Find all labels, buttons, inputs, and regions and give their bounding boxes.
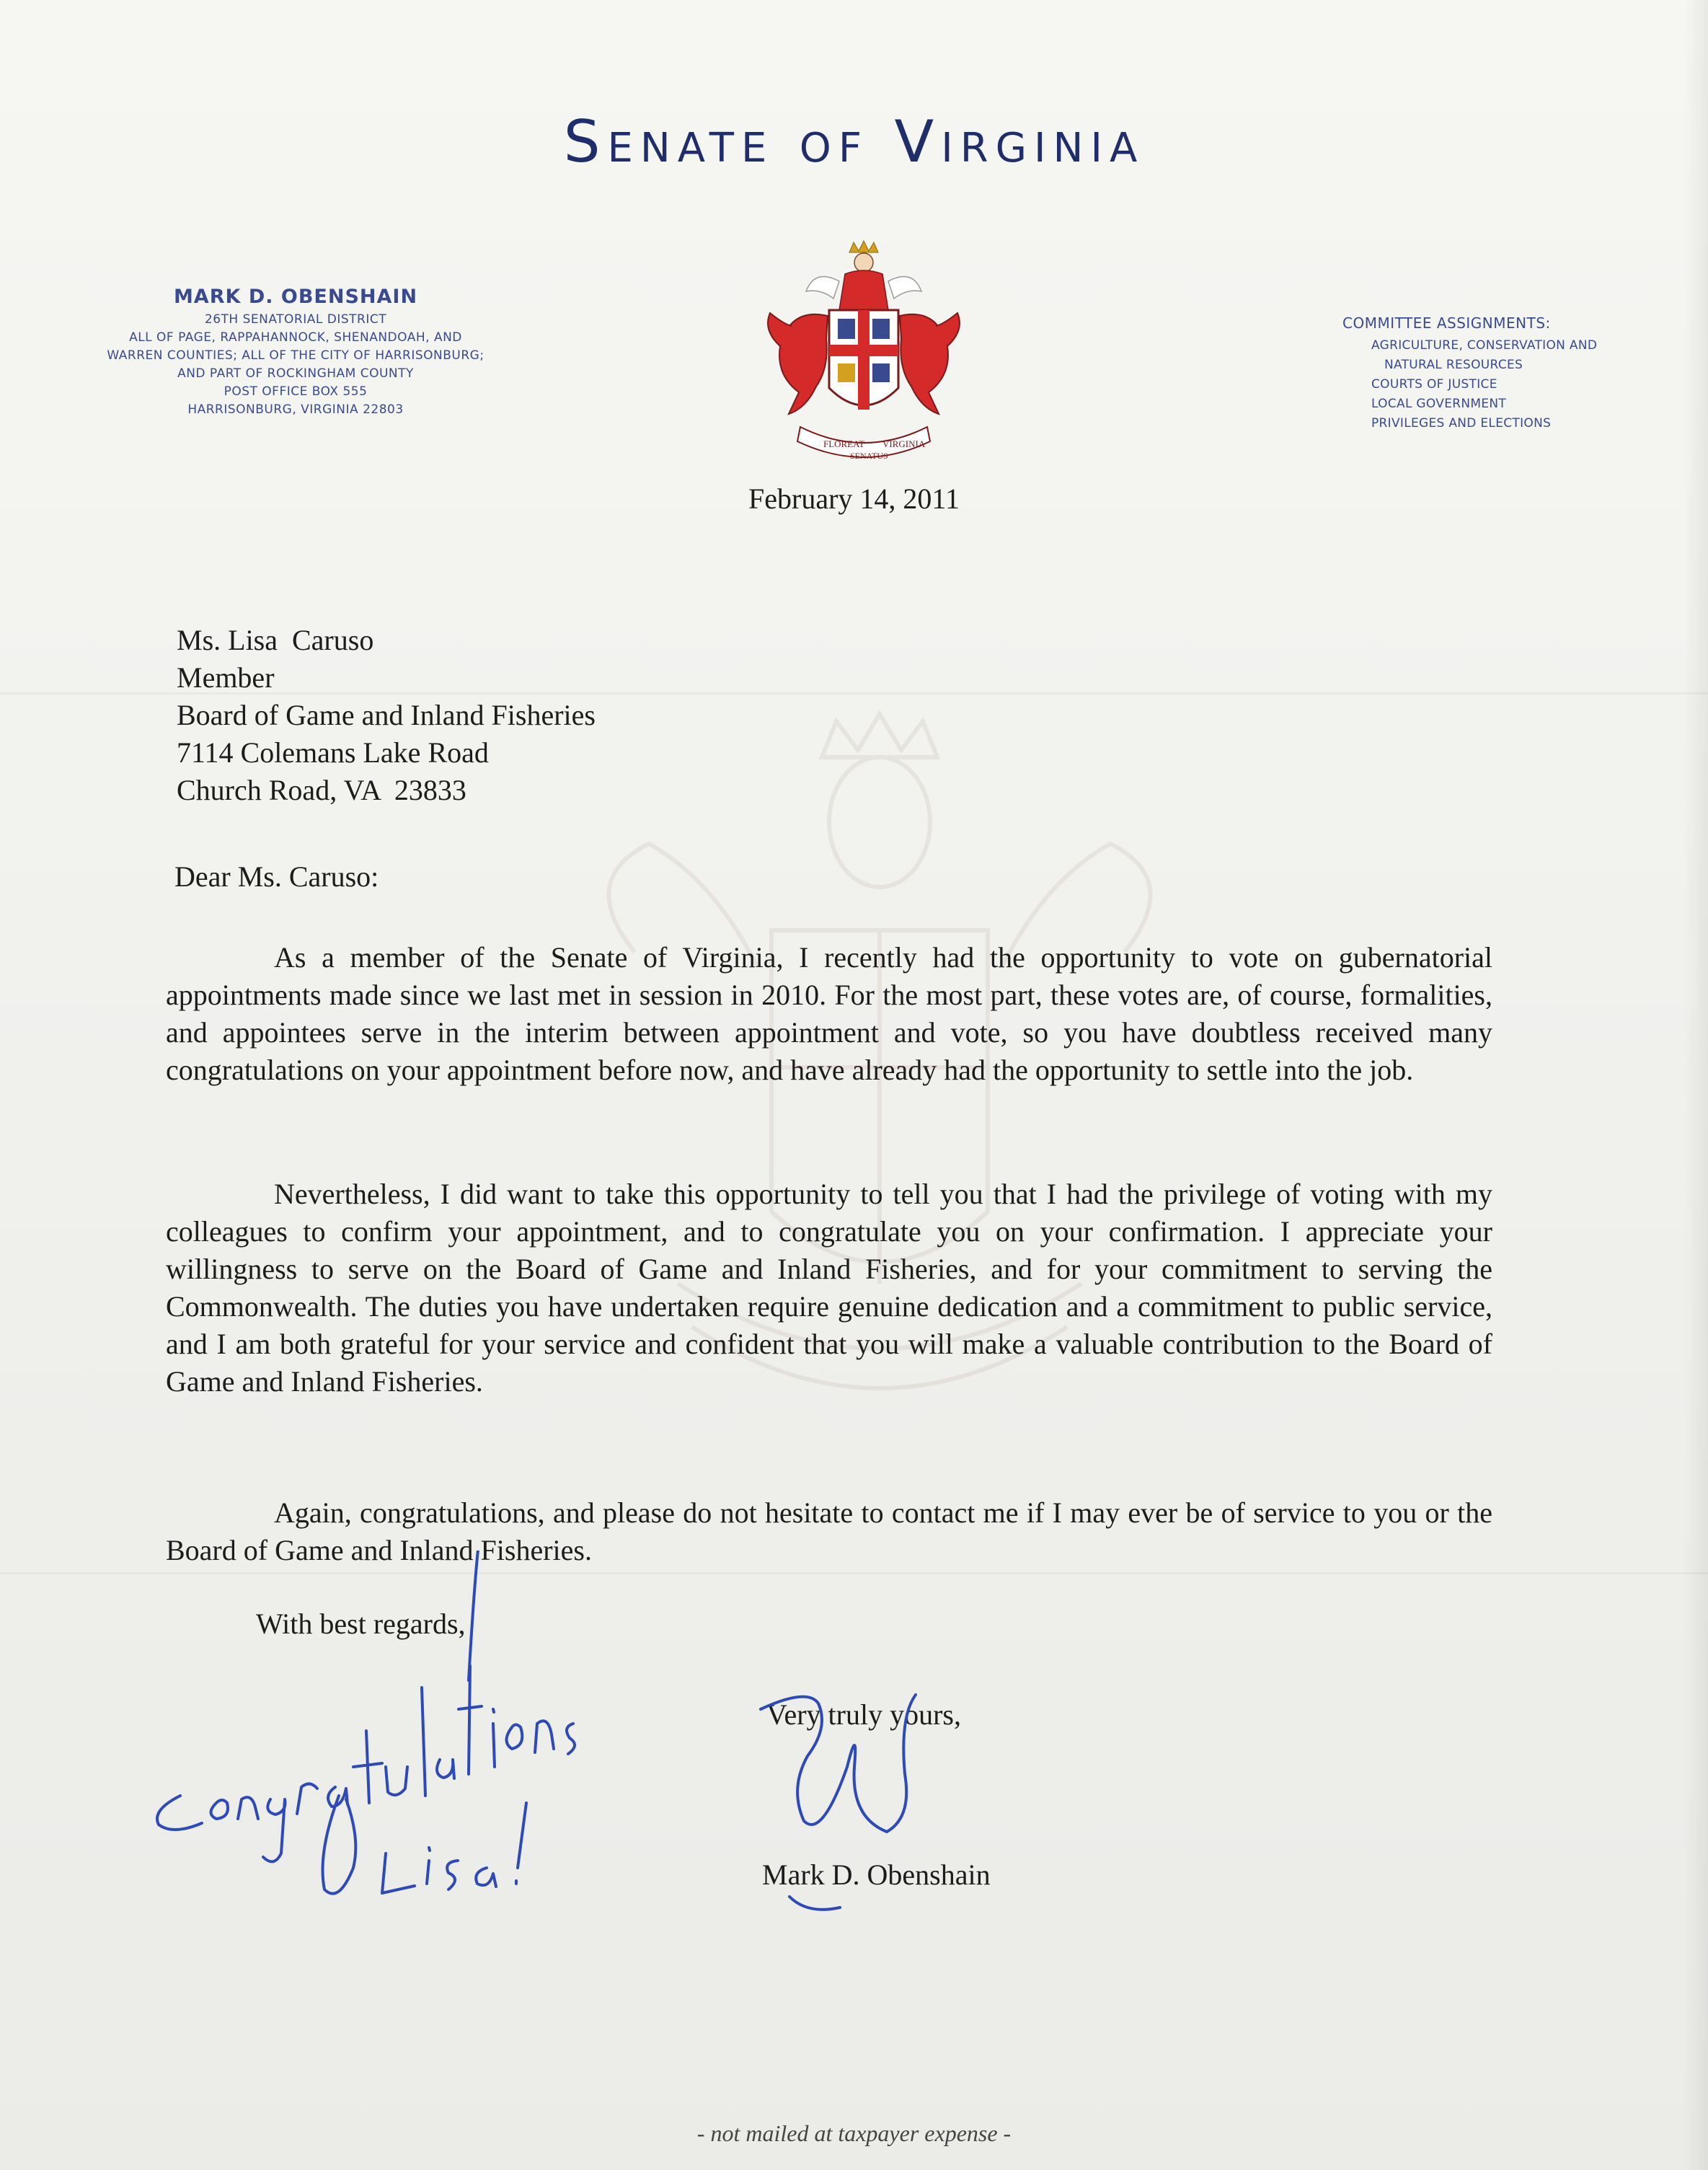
recipient-address bbox=[177, 622, 596, 809]
body-paragraph: Nevertheless, I did want to take this opportunity to tell you that I had the privilege of voting with my colleagues to confirm your appointment, and to congratulate you on your confirmation. I appreciate your willingness to serve on the Board of Game and Inland Fisheries, and for your commitment to serving the Commonwealth. The duties you have undertaken require genuine dedication and a commitment to public service, and I am both grateful for your service and confident that you will make a valuable contribution to the Board of Game and Inland Fisheries. bbox=[166, 1178, 1492, 1398]
seal-motto-2: SENATUS bbox=[850, 451, 888, 461]
sender-block bbox=[58, 286, 534, 419]
recipient-organization: Board of Game and Inland Fisheries bbox=[177, 699, 596, 731]
body-paragraph: Again, congratulations, and please do not hesitate to contact me if I may ever be of service to you or the Board of Game and Inland Fisheries. bbox=[166, 1496, 1492, 1566]
seal-motto-1: FLOREAT bbox=[823, 438, 865, 449]
senate-seal-logo bbox=[748, 238, 979, 469]
handwritten-note-and-signature bbox=[137, 1551, 1002, 1926]
committee-item: NATURAL RESOURCES bbox=[1384, 358, 1523, 372]
committee-item: COURTS OF JUSTICE bbox=[1371, 377, 1497, 392]
seal-motto-3: VIRGINIA bbox=[882, 438, 926, 449]
recipient-name: Ms. Lisa Caruso bbox=[177, 624, 374, 656]
committee-item: PRIVILEGES AND ELECTIONS bbox=[1371, 416, 1552, 431]
sender-po-box: POST OFFICE BOX 555 bbox=[224, 384, 368, 399]
sender-counties-1: ALL OF PAGE, RAPPAHANNOCK, SHENANDOAH, AND bbox=[129, 330, 462, 345]
closing-right: Very truly yours, bbox=[766, 1698, 961, 1731]
committee-item: LOCAL GOVERNMENT bbox=[1371, 397, 1507, 411]
committee-assignments bbox=[1342, 314, 1652, 433]
footer-notice: - not mailed at taxpayer expense - bbox=[696, 2120, 1012, 2146]
recipient-street: 7114 Colemans Lake Road bbox=[177, 736, 489, 769]
committee-heading: COMMITTEE ASSIGNMENTS: bbox=[1342, 314, 1551, 332]
page-edge-shadow bbox=[1683, 0, 1708, 2170]
sender-counties-2: WARREN COUNTIES; ALL OF THE CITY OF HARRISONBURG; bbox=[107, 348, 484, 363]
signature-name: Mark D. Obenshain bbox=[762, 1858, 991, 1891]
letterhead-title: Senate of Virginia bbox=[563, 108, 1145, 175]
recipient-title: Member bbox=[177, 661, 275, 694]
committee-item: AGRICULTURE, CONSERVATION AND bbox=[1371, 338, 1598, 353]
seal-watermark bbox=[548, 692, 1211, 1543]
salutation: Dear Ms. Caruso: bbox=[174, 860, 379, 893]
sender-district: 26TH SENATORIAL DISTRICT bbox=[204, 312, 387, 327]
closing-left: With best regards, bbox=[256, 1607, 466, 1640]
letter-date: February 14, 2011 bbox=[748, 482, 960, 515]
recipient-city: Church Road, VA 23833 bbox=[177, 774, 466, 806]
sender-counties-3: AND PART OF ROCKINGHAM COUNTY bbox=[177, 366, 414, 381]
sender-city: HARRISONBURG, VIRGINIA 22803 bbox=[187, 402, 404, 417]
sender-name: MARK D. OBENSHAIN bbox=[173, 286, 418, 308]
body-paragraph: As a member of the Senate of Virginia, I recently had the opportunity to vote on gubernatorial appointments made since we last met in session in 2010. For the most part, these votes are, of course, formalities, and appointees serve in the interim between appointment and vote, so you have doubtless received many congratulations on your appointment before now, and have already had the opportunity to settle into the job. bbox=[166, 941, 1492, 1086]
